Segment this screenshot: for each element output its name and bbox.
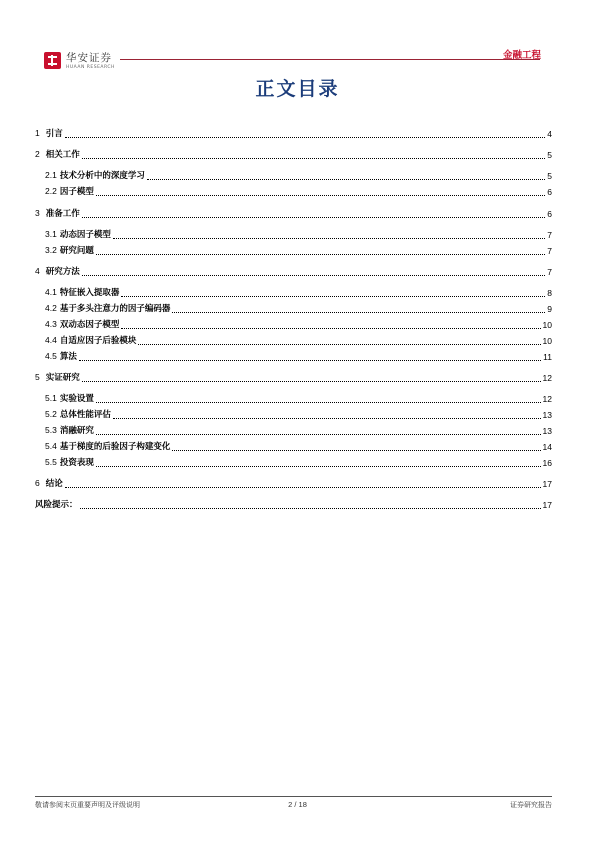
toc-entry-title: 总体性能评估 — [59, 410, 111, 420]
toc-leader-dots — [96, 432, 541, 435]
toc-entry-number: 6 — [35, 478, 40, 488]
toc-entry-label — [45, 245, 94, 256]
toc-entry-title: 实证研究 — [45, 373, 80, 383]
toc-entry[interactable] — [35, 228, 552, 240]
toc-entry-page: 8 — [547, 288, 552, 298]
toc-entry-label — [45, 303, 170, 314]
toc-entry[interactable] — [35, 424, 552, 436]
company-logo-icon — [44, 52, 61, 69]
toc-entry-label — [45, 393, 94, 404]
toc-entry-number: 1 — [35, 128, 40, 138]
toc-entry-number: 2.2 — [45, 186, 57, 196]
toc-entry-label — [45, 170, 145, 181]
toc-entry-number: 2.1 — [45, 170, 57, 180]
toc-entry-label — [45, 409, 111, 420]
toc-entry-label — [45, 229, 111, 240]
toc-entry-page: 4 — [547, 129, 552, 139]
toc-entry-label — [45, 319, 119, 330]
toc-entry[interactable] — [35, 392, 552, 404]
toc-entry-page: 9 — [547, 304, 552, 314]
toc-entry-number: 3.2 — [45, 245, 57, 255]
toc-entry[interactable] — [35, 169, 552, 181]
toc-entry-number: 5.3 — [45, 425, 57, 435]
toc-entry-page: 10 — [542, 320, 552, 330]
toc-entry[interactable] — [35, 265, 552, 277]
section-tag: 金融工程 — [502, 50, 541, 61]
toc-entry-page: 10 — [542, 336, 552, 346]
toc-entry[interactable] — [35, 127, 552, 139]
toc-entry-page: 6 — [547, 209, 552, 219]
toc-entry[interactable] — [35, 408, 552, 420]
toc-entry-number: 3.1 — [45, 229, 57, 239]
toc-entry-number: 4.2 — [45, 303, 57, 313]
toc-entry-number: 5 — [35, 372, 40, 382]
toc-entry[interactable] — [35, 440, 552, 452]
footer-report-type: 证券研究报告 — [510, 801, 552, 809]
toc-entry-label — [45, 425, 94, 436]
toc-entry-title: 特征嵌入提取器 — [59, 288, 120, 298]
toc-entry-page: 16 — [542, 458, 552, 468]
toc-entry-title: 因子模型 — [59, 187, 94, 197]
toc-entry[interactable] — [35, 185, 552, 197]
toc-entry-number: 3 — [35, 208, 40, 218]
toc-entry-number: 4 — [35, 266, 40, 276]
toc-entry-label — [35, 149, 80, 160]
toc-entry-title: 实验设置 — [59, 394, 94, 404]
toc-entry[interactable] — [35, 477, 552, 489]
toc-leader-dots — [96, 400, 541, 403]
toc-leader-dots — [113, 416, 541, 419]
toc-entry-title: 风险提示： — [35, 500, 78, 510]
toc-entry-title: 双动态因子模型 — [59, 320, 120, 330]
toc-leader-dots — [79, 358, 541, 361]
toc-entry-number: 4.4 — [45, 335, 57, 345]
toc-entry-page: 13 — [542, 410, 552, 420]
toc-entry-label — [35, 128, 63, 139]
toc-entry-label — [45, 441, 170, 452]
toc-entry-title: 研究方法 — [45, 267, 80, 277]
toc-leader-dots — [96, 193, 545, 196]
toc-entry-label — [35, 500, 78, 510]
footer-disclaimer: 敬请参阅末页重要声明及评级说明 — [35, 801, 140, 809]
toc-entry-title: 动态因子模型 — [59, 230, 111, 240]
company-name: 华安证券 — [66, 52, 112, 64]
toc-entry-page: 12 — [542, 394, 552, 404]
toc-leader-dots — [65, 485, 541, 488]
toc-entry-page: 7 — [547, 230, 552, 240]
toc-entry-page: 6 — [547, 187, 552, 197]
toc-entry-title: 研究问题 — [59, 246, 94, 256]
toc-entry[interactable] — [35, 371, 552, 383]
toc-entry-label — [45, 351, 77, 362]
toc-entry-page: 14 — [542, 442, 552, 452]
toc-entry-number: 5.2 — [45, 409, 57, 419]
toc-entry-number: 5.1 — [45, 393, 57, 403]
toc-entry-label — [45, 287, 119, 298]
toc-entry[interactable] — [35, 350, 552, 362]
toc-leader-dots — [172, 310, 545, 313]
toc-entry-page: 12 — [542, 373, 552, 383]
toc-entry[interactable] — [35, 334, 552, 346]
toc-leader-dots — [96, 252, 545, 255]
toc-entry[interactable] — [35, 302, 552, 314]
toc-entry-number: 2 — [35, 149, 40, 159]
toc-entry-label — [45, 457, 94, 468]
toc-entry-title: 引言 — [45, 129, 63, 139]
toc-entry[interactable] — [35, 148, 552, 160]
page-number: 2 / 18 — [288, 800, 307, 809]
header-divider — [120, 59, 540, 60]
toc-entry-title: 准备工作 — [45, 209, 80, 219]
toc-entry-title: 算法 — [59, 352, 77, 362]
toc-entry-title: 基于多头注意力的因子编码器 — [59, 304, 171, 314]
toc-entry-label — [35, 266, 80, 277]
toc-leader-dots — [172, 448, 540, 451]
toc-entry-page: 5 — [547, 150, 552, 160]
toc-entry-title: 技术分析中的深度学习 — [59, 171, 145, 181]
toc-leader-dots — [121, 294, 545, 297]
toc-entry-page: 7 — [547, 246, 552, 256]
toc-leader-dots — [80, 506, 541, 509]
page-title: 正文目录 — [255, 78, 340, 100]
toc-entry-title: 投资表现 — [59, 458, 94, 468]
toc-entry-number: 5.4 — [45, 441, 57, 451]
toc-entry-page: 17 — [542, 500, 552, 510]
toc-entry[interactable] — [35, 318, 552, 330]
toc-entry-page: 17 — [542, 479, 552, 489]
page-header — [0, 0, 595, 80]
toc-leader-dots — [82, 379, 541, 382]
toc-entry-page: 5 — [547, 171, 552, 181]
toc-entry[interactable] — [35, 207, 552, 219]
toc-leader-dots — [65, 135, 546, 138]
toc-entry-number: 4.3 — [45, 319, 57, 329]
toc-entry-page: 11 — [543, 352, 552, 362]
toc-leader-dots — [113, 236, 545, 239]
toc-entry[interactable] — [35, 456, 552, 468]
toc-entry-page: 13 — [542, 426, 552, 436]
company-name-english: HUAAN RESEARCH — [66, 65, 115, 70]
toc-entry-label — [35, 478, 63, 489]
toc-entry[interactable] — [35, 286, 552, 298]
toc-entry-label — [35, 208, 80, 219]
toc-entry-title: 消融研究 — [59, 426, 94, 436]
toc-entry-number: 4.5 — [45, 351, 57, 361]
toc-leader-dots — [82, 215, 546, 218]
toc-entry[interactable] — [35, 244, 552, 256]
toc-entry-title: 结论 — [45, 479, 63, 489]
toc-entry[interactable] — [35, 498, 552, 510]
toc-leader-dots — [121, 326, 540, 329]
toc-leader-dots — [147, 177, 545, 180]
toc-entry-title: 基于梯度的后验因子构建变化 — [59, 442, 171, 452]
toc-leader-dots — [82, 273, 546, 276]
toc-entry-number: 4.1 — [45, 287, 57, 297]
toc-entry-label — [45, 335, 136, 346]
toc-entry-page: 7 — [547, 267, 552, 277]
toc-leader-dots — [96, 464, 541, 467]
toc-leader-dots — [82, 156, 546, 159]
toc-entry-number: 5.5 — [45, 457, 57, 467]
toc-entry-title: 相关工作 — [45, 150, 80, 160]
toc-entry-label — [35, 372, 80, 383]
toc-leader-dots — [138, 342, 540, 345]
toc-entry-title: 自适应因子后验模块 — [59, 336, 137, 346]
toc-entry-label — [45, 186, 94, 197]
footer-divider — [35, 796, 552, 797]
